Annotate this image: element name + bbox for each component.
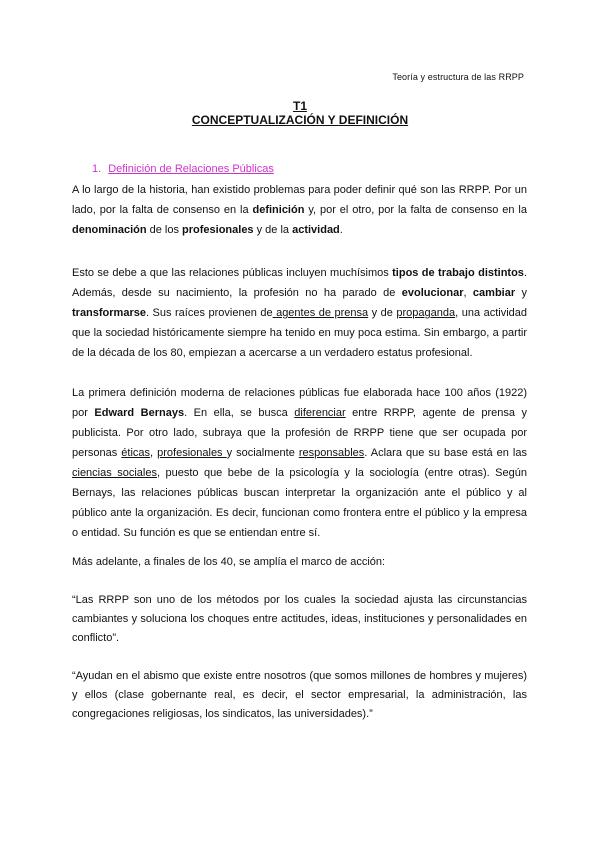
bold-run: tipos de trabajo distintos [392,267,524,279]
paragraph-2 [72,263,527,363]
text-run: entre RRPP, agente de prensa y publicista. Por otro lado, subraya que la profesión de RRPP tiene que ser ocupada por personas [72,407,527,459]
underlined-run: propaganda [396,307,456,319]
paragraph-4: Más adelante, a finales de los 40, se amplía el marco de acción: [72,556,386,568]
underlined-run: diferenciar [294,407,346,419]
bold-run: profesionales [182,224,254,236]
underlined-run: agentes de prensa [272,307,369,319]
bold-run: transformarse [72,307,146,319]
section-title: Definición de Relaciones Públicas [108,163,274,175]
document-title [0,99,600,127]
text-run: , una actividad que la sociedad históricamente siempre ha tenido en muy poca estima. Sin embargo, a partir de la década de los 80, empiezan a acercarse a un verdadero estatus profesional. [72,307,527,359]
text-run: y socialmente [226,447,299,459]
title-name: CONCEPTUALIZACIÓN Y DEFINICIÓN [191,113,409,127]
text-run: , puesto que bebe de la psicología y la sociología (entre otras). Según Bernays, las relaciones públicas buscan interpretar la organización ante el público y al público ante la organización. Es decir, funcionan como frontera entre el público y la empresa o entidad. Su función es que se entiendan entre sí. [72,467,527,539]
text-run: A lo largo de la historia, han existido problemas para poder definir qué son las RRPP. Por un lado, por la falta de consenso en la [72,184,527,216]
bold-run: cambiar [472,287,516,299]
text-run: y de la [253,224,293,236]
text-run: . Aclara que su base está en las [364,447,527,459]
section-heading [92,163,274,175]
quote-1: “Las RRPP son uno de los métodos por los cuales la sociedad ajusta las circunstancias cambiantes y soluciona los choques entre actitudes, ideas, instituciones y personalidades en conflicto”. [72,594,527,644]
section-number: 1. [92,163,102,175]
underlined-run: profesionales [157,447,227,459]
text-run: de los [146,224,183,236]
underlined-run: éticas [121,447,151,459]
bold-run: evolucionar [401,287,464,299]
text-run: y [515,287,527,299]
bold-run: Edward Bernays [94,407,185,419]
text-run: , [463,287,473,299]
text-run: y de [368,307,397,319]
title-code: T1 [292,99,307,113]
text-run: . En ella, se busca [184,407,295,419]
text-run: y, por el otro, por la falta de consenso en la [304,204,527,216]
underlined-run: ciencias sociales [72,467,157,479]
bold-run: actividad [292,224,340,236]
text-run: La primera definición moderna de relaciones públicas fue elaborada hace 100 años (1922) por [72,387,527,419]
paragraph-1 [72,180,527,240]
running-header: Teoría y estructura de las RRPP [392,72,524,82]
bold-run: definición [252,204,305,216]
underlined-run: responsables [298,447,365,459]
text-run: Esto se debe a que las relaciones públicas incluyen muchísimos [72,267,393,279]
paragraph-3 [72,383,527,543]
text-run: . [339,224,343,236]
text-run: , [150,447,158,459]
text-run: . Además, desde su nacimiento, la profesión no ha parado de [72,267,527,299]
quote-2: “Ayudan en el abismo que existe entre nosotros (que somos millones de hombres y mujeres) y ellos (clase gobernante real, es decir, el sector empresarial, la administración, las congregaciones religiosas, los sindicatos, las universidades).” [72,670,527,720]
bold-run: denominación [72,224,147,236]
text-run: . Sus raíces provienen de [145,307,273,319]
